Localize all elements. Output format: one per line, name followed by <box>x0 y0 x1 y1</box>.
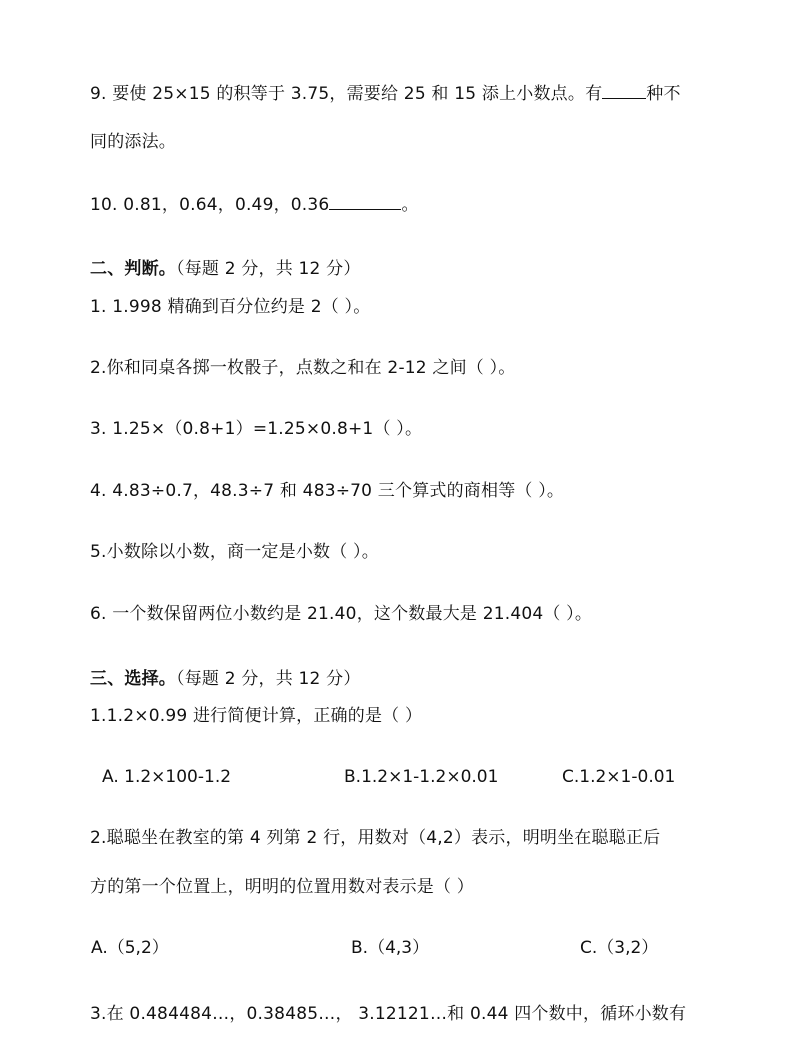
question-10 <box>90 193 419 216</box>
choice-2-stem-line-1: 2.聪聪坐在教室的第 4 列第 2 行，用数对（4,2）表示，明明坐在聪聪正后 <box>90 828 661 848</box>
judge-item-4: 4. 4.83÷0.7，48.3÷7 和 483÷70 三个算式的商相等（ ）。 <box>90 481 565 501</box>
judge-item-1: 1. 1.998 精确到百分位约是 2（ ）。 <box>90 297 371 317</box>
section-3-title: 三、选择。 <box>90 669 176 689</box>
choice-1-option-c[interactable]: C.1.2×1-0.01 <box>562 767 676 787</box>
choice-2-stem-line-2: 方的第一个位置上，明明的位置用数对表示是（ ） <box>90 877 475 897</box>
choice-2-option-a[interactable]: A.（5,2） <box>91 938 169 958</box>
judge-item-5: 5.小数除以小数，商一定是小数（ ）。 <box>90 542 379 562</box>
judge-item-3: 3. 1.25×（0.8+1）=1.25×0.8+1（ ）。 <box>90 419 423 439</box>
question-9-line-1 <box>90 82 681 105</box>
choice-2-option-b[interactable]: B.（4,3） <box>351 938 430 958</box>
judge-item-2: 2.你和同桌各掷一枚骰子，点数之和在 2-12 之间（ ）。 <box>90 358 516 378</box>
section-2-score-note: （每题 2 分，共 12 分） <box>176 259 361 279</box>
question-9-text: 9. 要使 25×15 的积等于 3.75，需要给 25 和 15 添上小数点。有 <box>90 84 603 104</box>
question-9-line-2: 同的添法。 <box>90 132 176 152</box>
answer-blank[interactable] <box>329 193 401 210</box>
section-3-score-note: （每题 2 分，共 12 分） <box>176 669 361 689</box>
question-9-text-tail: 种不 <box>646 84 681 104</box>
choice-1-option-b[interactable]: B.1.2×1-1.2×0.01 <box>344 767 499 787</box>
choice-2-option-c[interactable]: C.（3,2） <box>580 938 659 958</box>
choice-1-stem: 1.1.2×0.99 进行简便计算，正确的是（ ） <box>90 706 423 726</box>
answer-blank[interactable] <box>602 82 646 99</box>
section-3-heading <box>90 668 361 690</box>
section-2-title: 二、判断。 <box>90 259 176 279</box>
question-10-text: 10. 0.81，0.64，0.49，0.36 <box>90 195 330 215</box>
section-2-heading <box>90 258 361 280</box>
question-10-text-tail: 。 <box>401 195 419 215</box>
judge-item-6: 6. 一个数保留两位小数约是 21.40，这个数最大是 21.404（ ）。 <box>90 604 593 624</box>
choice-1-option-a[interactable]: A. 1.2×100-1.2 <box>102 767 232 787</box>
choice-3-stem: 3.在 0.484484…，0.38485…， 3.12121…和 0.44 四个数中，循环小数有 <box>90 1004 687 1024</box>
